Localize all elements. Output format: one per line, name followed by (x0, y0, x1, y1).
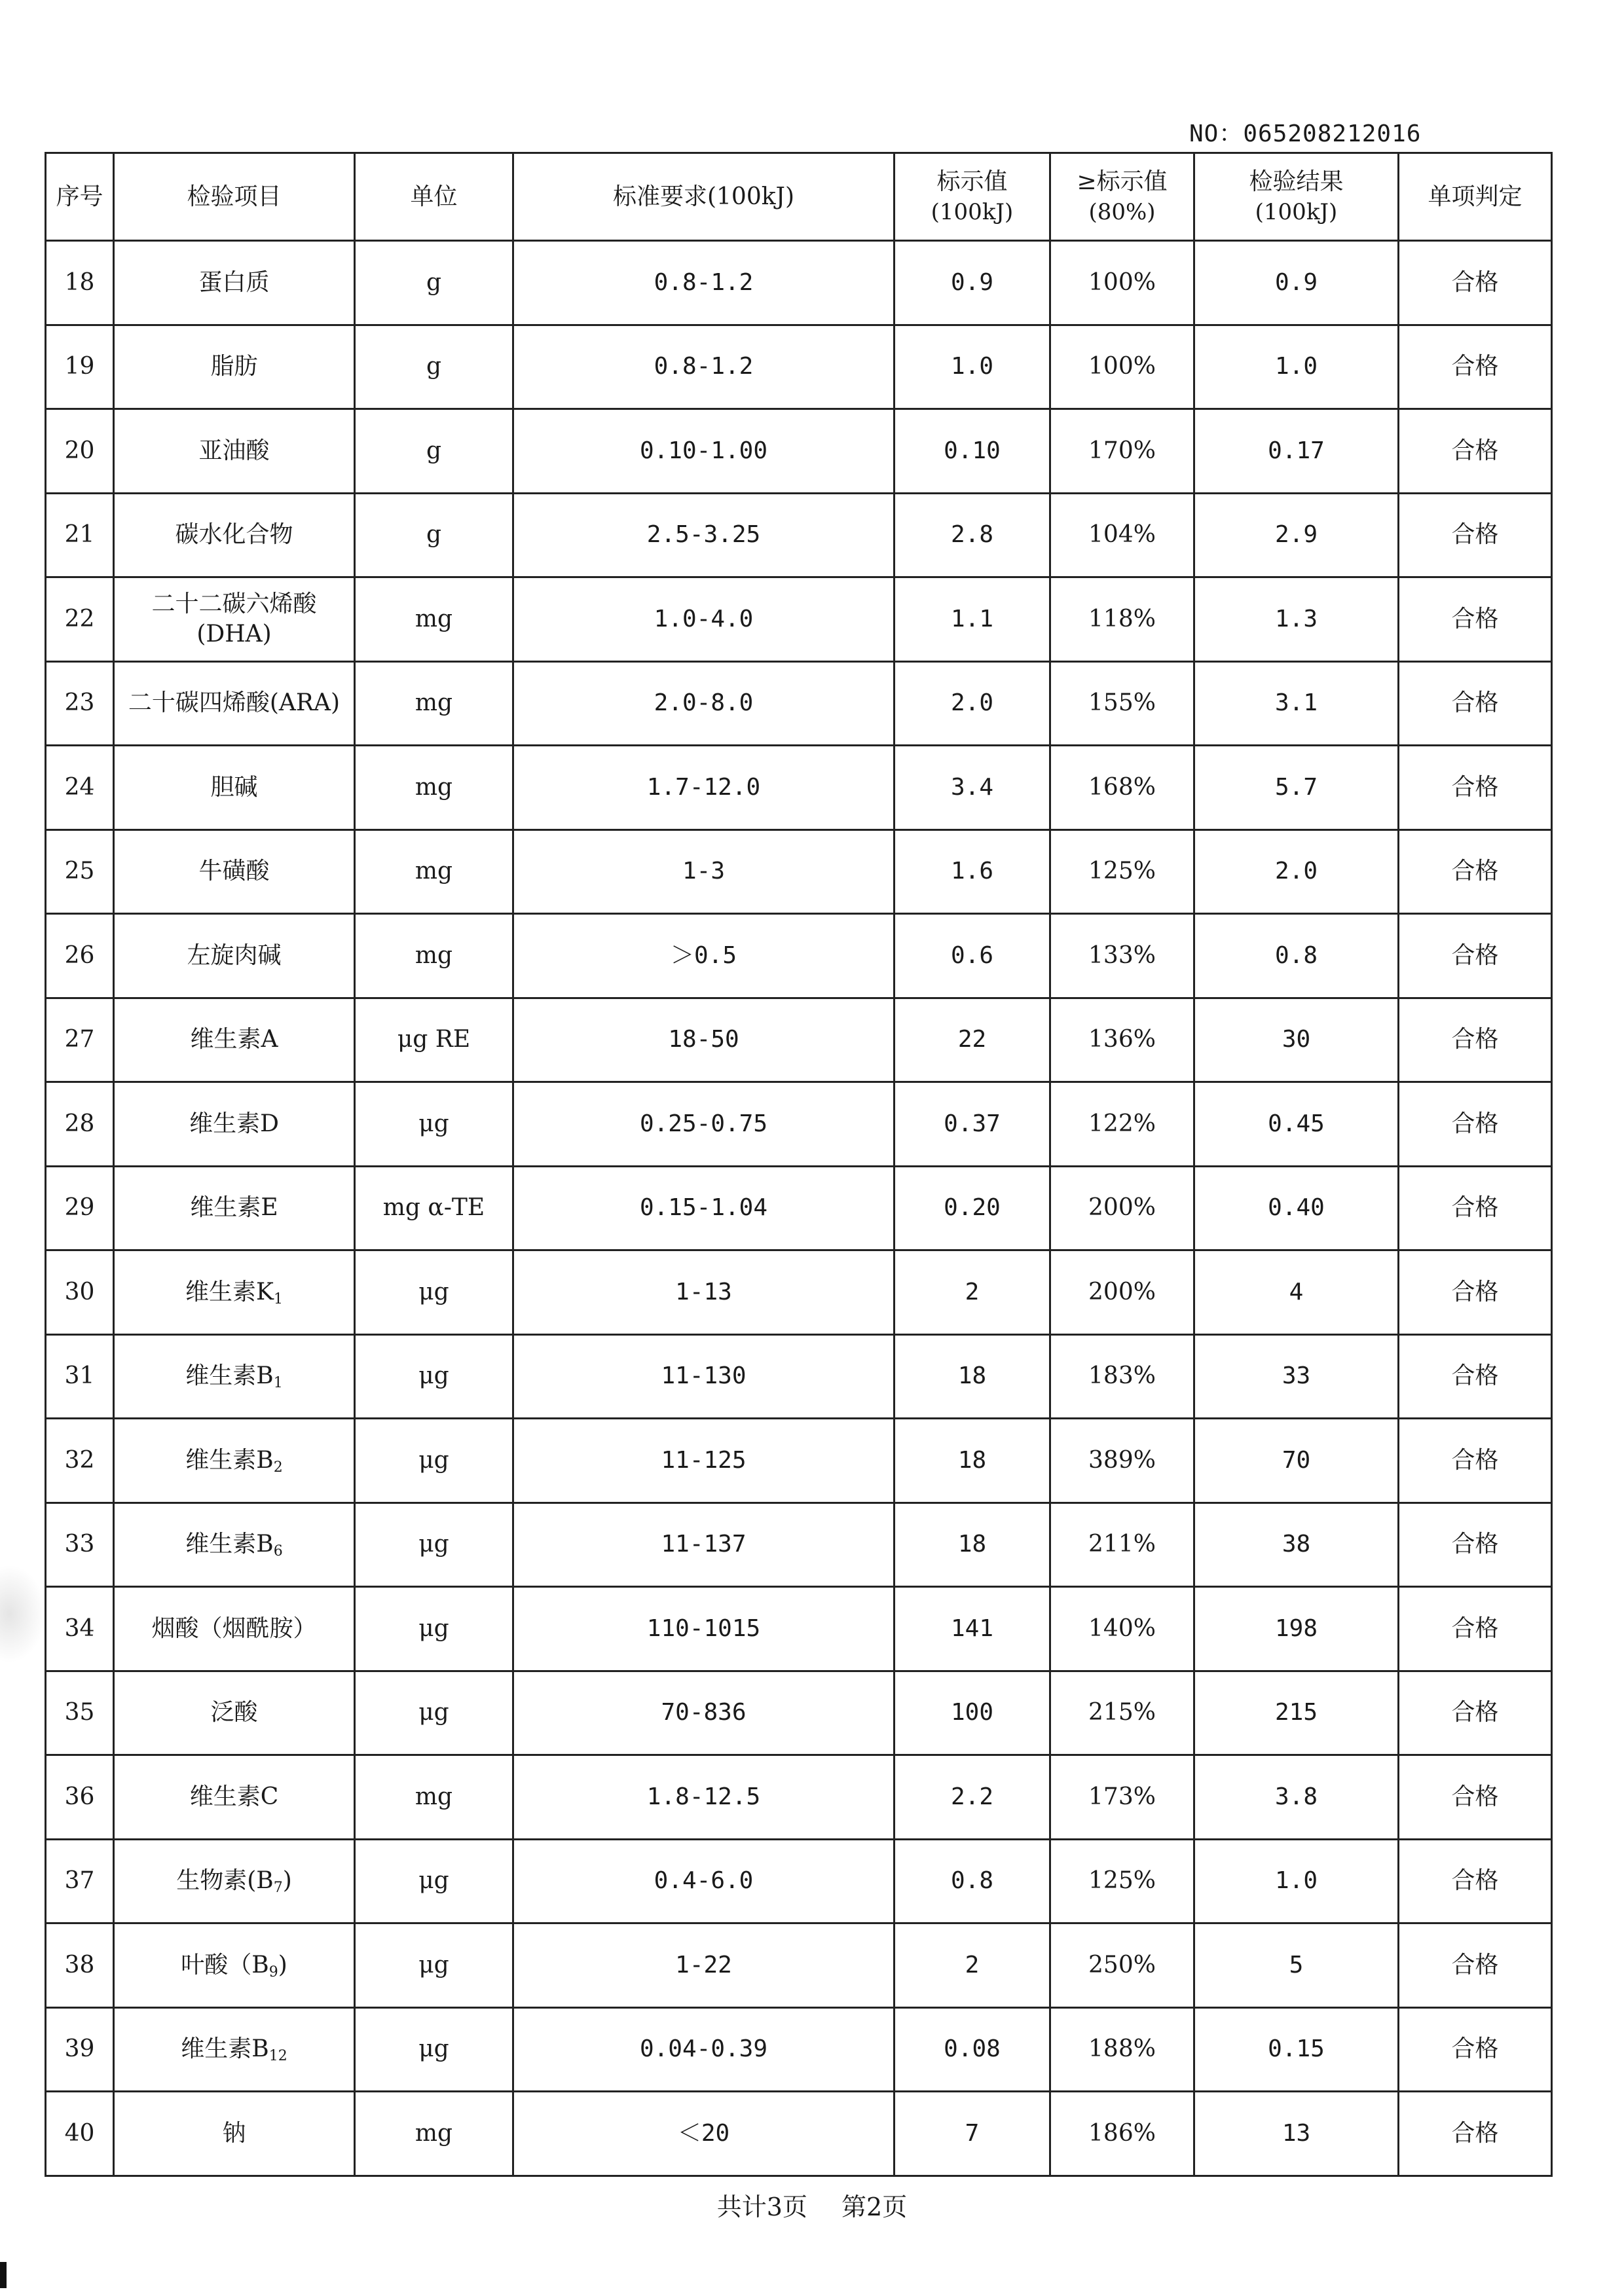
header-result-line1: 检验结果 (1249, 168, 1344, 195)
cell-ratio: 215% (1050, 1671, 1194, 1755)
cell-seq: 20 (46, 409, 114, 494)
cell-result: 0.17 (1194, 409, 1399, 494)
cell-standard: 70-836 (513, 1671, 895, 1755)
cell-result: 0.40 (1194, 1166, 1399, 1250)
cell-judgment: 合格 (1399, 1839, 1552, 1923)
cell-unit: g (355, 493, 513, 577)
cell-result: 5.7 (1194, 746, 1399, 830)
cell-seq: 21 (46, 493, 114, 577)
cell-judgment: 合格 (1399, 2007, 1552, 2092)
cell-result: 2.0 (1194, 829, 1399, 914)
cell-unit: g (355, 409, 513, 494)
cell-ratio: 170% (1050, 409, 1194, 494)
cell-judgment: 合格 (1399, 1250, 1552, 1335)
item-name: 蛋白质 (198, 268, 270, 296)
cell-item (114, 1839, 355, 1923)
cell-labeled-value: 18 (895, 1334, 1050, 1419)
cell-judgment: 合格 (1399, 998, 1552, 1082)
cell-result: 0.8 (1194, 914, 1399, 998)
cell-judgment: 合格 (1399, 577, 1552, 662)
cell-labeled-value: 2.8 (895, 493, 1050, 577)
table-row (46, 1587, 1552, 1671)
item-name: 维生素B (185, 1362, 274, 1390)
cell-judgment: 合格 (1399, 914, 1552, 998)
cell-standard: 1-13 (513, 1250, 895, 1335)
cell-item (114, 2007, 355, 2092)
cell-result: 70 (1194, 1419, 1399, 1503)
cell-ratio: 188% (1050, 2007, 1194, 2092)
cell-result: 0.9 (1194, 241, 1399, 325)
cell-unit: μg (355, 1839, 513, 1923)
cell-result: 1.3 (1194, 577, 1399, 662)
cell-seq: 37 (46, 1839, 114, 1923)
table-row (46, 1839, 1552, 1923)
cell-result: 1.0 (1194, 325, 1399, 409)
item-name-suffix: ) (278, 1951, 287, 1978)
cell-result: 1.0 (1194, 1839, 1399, 1923)
footer-current-page: 第2页 (841, 2193, 908, 2221)
table-row (46, 1166, 1552, 1250)
item-name: 维生素B (185, 1531, 274, 1558)
cell-standard: 0.25-0.75 (513, 1082, 895, 1167)
report-number: NO：065208212016 (1189, 120, 1422, 147)
cell-standard: ＜20 (513, 2092, 895, 2176)
cell-seq: 36 (46, 1755, 114, 1840)
cell-ratio: 168% (1050, 746, 1194, 830)
cell-labeled-value: 7 (895, 2092, 1050, 2176)
cell-labeled-value: 3.4 (895, 746, 1050, 830)
cell-result: 30 (1194, 998, 1399, 1082)
cell-seq: 33 (46, 1503, 114, 1587)
cell-labeled-value: 0.10 (895, 409, 1050, 494)
cell-item (114, 409, 355, 494)
cell-seq: 28 (46, 1082, 114, 1167)
cell-labeled-value: 0.20 (895, 1166, 1050, 1250)
item-name: 烟酸（烟酰胺） (151, 1614, 317, 1642)
cell-standard: 0.10-1.00 (513, 409, 895, 494)
header-unit: 单位 (355, 153, 513, 241)
cell-labeled-value: 0.37 (895, 1082, 1050, 1167)
item-name: 维生素E (190, 1194, 278, 1222)
cell-ratio: 136% (1050, 998, 1194, 1082)
item-name: 钠 (222, 2119, 246, 2147)
table-row (46, 325, 1552, 409)
header-labeled-value (895, 153, 1050, 241)
cell-ratio: 125% (1050, 829, 1194, 914)
cell-ratio: 140% (1050, 1587, 1194, 1671)
table-row (46, 493, 1552, 577)
cell-unit: μg (355, 2007, 513, 2092)
item-name: 维生素A (190, 1026, 278, 1053)
cell-judgment: 合格 (1399, 829, 1552, 914)
cell-unit: mg α-TE (355, 1166, 513, 1250)
cell-labeled-value: 0.9 (895, 241, 1050, 325)
cell-standard: 2.0-8.0 (513, 661, 895, 746)
cell-labeled-value: 0.08 (895, 2007, 1050, 2092)
cell-item (114, 914, 355, 998)
cell-result: 215 (1194, 1671, 1399, 1755)
item-subscript: 9 (268, 1963, 278, 1980)
cell-standard: 1.0-4.0 (513, 577, 895, 662)
cell-labeled-value: 1.0 (895, 325, 1050, 409)
cell-standard: 1.8-12.5 (513, 1755, 895, 1840)
cell-judgment: 合格 (1399, 1334, 1552, 1419)
cell-ratio: 125% (1050, 1839, 1194, 1923)
cell-judgment: 合格 (1399, 1503, 1552, 1587)
cell-unit: mg (355, 914, 513, 998)
cell-ratio: 155% (1050, 661, 1194, 746)
cell-ratio: 200% (1050, 1166, 1194, 1250)
cell-standard: 1-22 (513, 1923, 895, 2008)
table-row (46, 1503, 1552, 1587)
cell-result: 5 (1194, 1923, 1399, 2008)
cell-standard: 1-3 (513, 829, 895, 914)
cell-item (114, 241, 355, 325)
cell-labeled-value: 2.2 (895, 1755, 1050, 1840)
cell-item (114, 829, 355, 914)
cell-labeled-value: 18 (895, 1419, 1050, 1503)
cell-unit: mg (355, 661, 513, 746)
cell-judgment: 合格 (1399, 746, 1552, 830)
cell-seq: 18 (46, 241, 114, 325)
table-header-row (46, 153, 1552, 241)
cell-seq: 19 (46, 325, 114, 409)
cell-labeled-value: 22 (895, 998, 1050, 1082)
cell-result: 0.15 (1194, 2007, 1399, 2092)
header-item: 检验项目 (114, 153, 355, 241)
cell-ratio: 100% (1050, 241, 1194, 325)
item-name: 脂肪 (210, 353, 258, 380)
cell-unit: mg (355, 1755, 513, 1840)
cell-judgment: 合格 (1399, 241, 1552, 325)
table-row (46, 409, 1552, 494)
cell-result: 13 (1194, 2092, 1399, 2176)
cell-unit: μg (355, 1923, 513, 2008)
cell-seq: 40 (46, 2092, 114, 2176)
cell-unit: g (355, 241, 513, 325)
item-name: 亚油酸 (198, 437, 270, 464)
cell-item (114, 1082, 355, 1167)
header-judgment: 单项判定 (1399, 153, 1552, 241)
cell-seq: 34 (46, 1587, 114, 1671)
cell-unit: mg (355, 746, 513, 830)
cell-unit: mg (355, 829, 513, 914)
cell-ratio: 211% (1050, 1503, 1194, 1587)
header-result-line2: (100kJ) (1255, 198, 1338, 225)
table-row (46, 1923, 1552, 2008)
cell-unit: μg (355, 1587, 513, 1671)
cell-labeled-value: 100 (895, 1671, 1050, 1755)
scan-smudge (0, 1565, 46, 1663)
cell-judgment: 合格 (1399, 661, 1552, 746)
cell-labeled-value: 1.6 (895, 829, 1050, 914)
cell-ratio: 100% (1050, 325, 1194, 409)
cell-judgment: 合格 (1399, 493, 1552, 577)
cell-result: 2.9 (1194, 493, 1399, 577)
cell-labeled-value: 2 (895, 1923, 1050, 2008)
cell-labeled-value: 0.6 (895, 914, 1050, 998)
cell-judgment: 合格 (1399, 1671, 1552, 1755)
cell-item (114, 577, 355, 662)
item-name: 维生素B (185, 1446, 274, 1474)
table-row (46, 914, 1552, 998)
cell-judgment: 合格 (1399, 1587, 1552, 1671)
cell-standard: 1.7-12.0 (513, 746, 895, 830)
cell-seq: 25 (46, 829, 114, 914)
table-row (46, 1755, 1552, 1840)
cell-item (114, 1923, 355, 2008)
cell-unit: μg (355, 1503, 513, 1587)
item-name: 二十碳四烯酸(ARA) (128, 689, 341, 717)
cell-labeled-value: 18 (895, 1503, 1050, 1587)
cell-judgment: 合格 (1399, 1419, 1552, 1503)
cell-standard: 11-137 (513, 1503, 895, 1587)
cell-unit: mg (355, 2092, 513, 2176)
cell-unit: mg (355, 577, 513, 662)
cell-standard: 0.15-1.04 (513, 1166, 895, 1250)
table-row (46, 1419, 1552, 1503)
item-name: 胆碱 (210, 773, 258, 801)
cell-item (114, 325, 355, 409)
header-ratio-line2: (80%) (1088, 198, 1156, 225)
cell-standard: 110-1015 (513, 1587, 895, 1671)
cell-result: 198 (1194, 1587, 1399, 1671)
item-name: 生物素(B (176, 1867, 274, 1895)
table-row (46, 2007, 1552, 2092)
cell-unit: μg (355, 1082, 513, 1167)
cell-item (114, 1755, 355, 1840)
cell-standard: 0.8-1.2 (513, 241, 895, 325)
cell-seq: 24 (46, 746, 114, 830)
cell-standard: 11-125 (513, 1419, 895, 1503)
item-subscript: 2 (273, 1459, 283, 1476)
cell-standard: 0.04-0.39 (513, 2007, 895, 2092)
item-name: 二十二碳六烯酸 (151, 590, 317, 617)
cell-result: 3.8 (1194, 1755, 1399, 1840)
item-name: 碳水化合物 (175, 521, 293, 549)
cell-seq: 29 (46, 1166, 114, 1250)
cell-ratio: 173% (1050, 1755, 1194, 1840)
cell-labeled-value: 2.0 (895, 661, 1050, 746)
cell-item (114, 1166, 355, 1250)
cell-result: 33 (1194, 1334, 1399, 1419)
cell-unit: μg (355, 1334, 513, 1419)
footer-total-pages: 共计3页 (716, 2193, 807, 2221)
cell-standard: 2.5-3.25 (513, 493, 895, 577)
cell-labeled-value: 2 (895, 1250, 1050, 1335)
table-row (46, 1671, 1552, 1755)
cell-item (114, 1671, 355, 1755)
table-row (46, 746, 1552, 830)
item-name: 维生素C (189, 1783, 279, 1810)
cell-ratio: 389% (1050, 1419, 1194, 1503)
cell-judgment: 合格 (1399, 1755, 1552, 1840)
cell-item (114, 1587, 355, 1671)
cell-seq: 38 (46, 1923, 114, 2008)
cell-unit: μg (355, 1419, 513, 1503)
cell-seq: 23 (46, 661, 114, 746)
cell-unit: μg (355, 1250, 513, 1335)
cell-unit: g (355, 325, 513, 409)
table-row (46, 1250, 1552, 1335)
cell-standard: 0.4-6.0 (513, 1839, 895, 1923)
cell-standard: 11-130 (513, 1334, 895, 1419)
header-standard: 标准要求(100kJ) (513, 153, 895, 241)
item-name: 叶酸（B (181, 1951, 269, 1978)
cell-result: 3.1 (1194, 661, 1399, 746)
cell-item (114, 1250, 355, 1335)
header-seq: 序号 (46, 153, 114, 241)
cell-item (114, 2092, 355, 2176)
cell-ratio: 200% (1050, 1250, 1194, 1335)
item-name: 泛酸 (210, 1699, 258, 1726)
item-subscript: 12 (268, 2048, 287, 2065)
table-row (46, 241, 1552, 325)
item-subscript: 7 (273, 1880, 283, 1897)
table-row (46, 1082, 1552, 1167)
cell-judgment: 合格 (1399, 1082, 1552, 1167)
item-name: 维生素B (181, 2035, 269, 2063)
item-name: 左旋肉碱 (187, 941, 282, 969)
cell-item (114, 661, 355, 746)
cell-seq: 39 (46, 2007, 114, 2092)
cell-seq: 30 (46, 1250, 114, 1335)
item-name: 维生素K (185, 1278, 274, 1305)
cell-unit: μg RE (355, 998, 513, 1082)
cell-item (114, 1334, 355, 1419)
cell-item (114, 493, 355, 577)
item-name-suffix: ) (282, 1867, 292, 1895)
inspection-results-table (45, 152, 1553, 2177)
item-subscript: 6 (273, 1543, 283, 1560)
item-name: 维生素D (189, 1110, 279, 1137)
cell-judgment: 合格 (1399, 409, 1552, 494)
table-row (46, 2092, 1552, 2176)
cell-standard: 0.8-1.2 (513, 325, 895, 409)
cell-ratio: 122% (1050, 1082, 1194, 1167)
cell-seq: 22 (46, 577, 114, 662)
item-name: 牛磺酸 (198, 858, 270, 885)
cell-result: 38 (1194, 1503, 1399, 1587)
table-row (46, 577, 1552, 662)
cell-seq: 26 (46, 914, 114, 998)
cell-judgment: 合格 (1399, 1166, 1552, 1250)
header-labeled-line2: (100kJ) (931, 198, 1014, 225)
cell-ratio: 104% (1050, 493, 1194, 577)
cell-standard: 18-50 (513, 998, 895, 1082)
cell-ratio: 186% (1050, 2092, 1194, 2176)
cell-judgment: 合格 (1399, 2092, 1552, 2176)
cell-judgment: 合格 (1399, 325, 1552, 409)
cell-seq: 27 (46, 998, 114, 1082)
cell-item (114, 998, 355, 1082)
scan-mark (0, 2262, 7, 2288)
cell-ratio: 250% (1050, 1923, 1194, 2008)
item-subscript: 1 (273, 1290, 283, 1307)
cell-unit: μg (355, 1671, 513, 1755)
cell-ratio: 133% (1050, 914, 1194, 998)
header-result (1194, 153, 1399, 241)
item-name-line2: (DHA) (196, 620, 272, 647)
page-footer (0, 2187, 1624, 2223)
cell-judgment: 合格 (1399, 1923, 1552, 2008)
header-ratio-line1: ≥标示值 (1077, 168, 1168, 195)
cell-item (114, 746, 355, 830)
header-ratio (1050, 153, 1194, 241)
cell-result: 4 (1194, 1250, 1399, 1335)
cell-seq: 32 (46, 1419, 114, 1503)
cell-ratio: 118% (1050, 577, 1194, 662)
cell-ratio: 183% (1050, 1334, 1194, 1419)
table-row (46, 1334, 1552, 1419)
cell-standard: ＞0.5 (513, 914, 895, 998)
header-labeled-line1: 标示值 (936, 168, 1008, 195)
table-row (46, 661, 1552, 746)
item-subscript: 1 (273, 1375, 283, 1392)
table-row (46, 829, 1552, 914)
table-row (46, 998, 1552, 1082)
cell-seq: 31 (46, 1334, 114, 1419)
cell-labeled-value: 141 (895, 1587, 1050, 1671)
cell-item (114, 1503, 355, 1587)
cell-result: 0.45 (1194, 1082, 1399, 1167)
cell-item (114, 1419, 355, 1503)
cell-labeled-value: 1.1 (895, 577, 1050, 662)
cell-seq: 35 (46, 1671, 114, 1755)
cell-labeled-value: 0.8 (895, 1839, 1050, 1923)
